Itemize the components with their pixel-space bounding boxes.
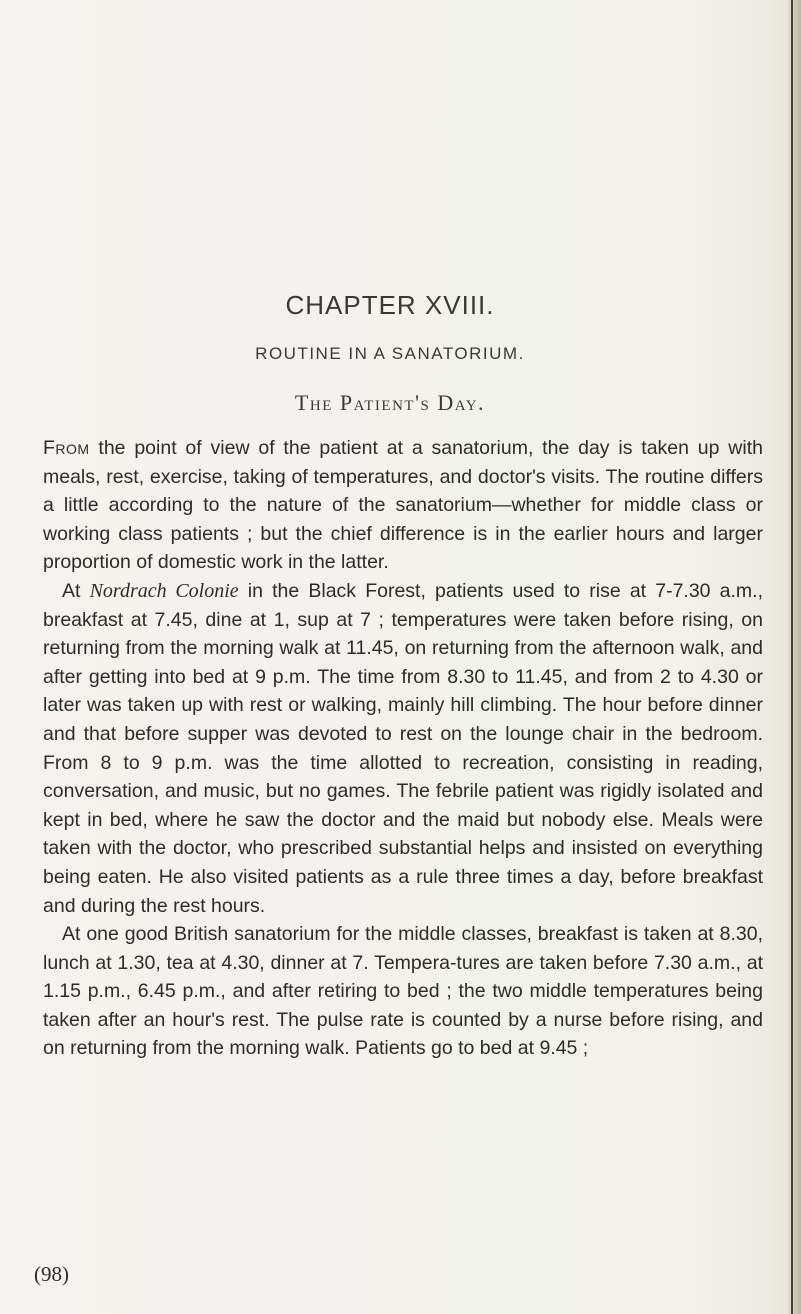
paragraph-2: [43, 577, 763, 920]
paragraph-2-prefix: At: [62, 579, 90, 602]
paragraph-lead-word: From: [43, 437, 90, 459]
page-edge: [787, 0, 801, 1314]
paragraph-3-text: At one good British sanatorium for the middle classes, breakfast is taken at 8.30, lunch at 1.30, tea at 4.30, dinner at 7. Tempera-tures are taken before 7.30 a.m., at 1.15 p.m., 6.45 p.m., and after retiring to bed ; the two middle temperatures being taken after an hour's rest. The pulse rate is counted by a nurse before rising, and on returning from the morning walk. Patients go to bed at 9.45 ;: [43, 923, 763, 1060]
page-number: (98): [34, 1262, 69, 1286]
subsection-title: The Patient's Day.: [294, 390, 486, 415]
paragraph-1: [43, 434, 763, 577]
section-title: ROUTINE IN A SANATORIUM.: [255, 344, 525, 363]
chapter-title: CHAPTER XVIII.: [285, 290, 495, 320]
italic-place-name: Nordrach Colonie: [89, 579, 239, 602]
paragraph-3: [43, 920, 763, 1063]
body-text: [43, 434, 763, 1063]
paragraph-1-text: the point of view of the patient at a sanatorium, the day is taken up with meals, rest, exercise, taking of temperatures, and doctor's visits. The routine differs a little according to the nature of the sanatorium—whether for middle class or working class patients ; but the chief difference is in the earlier hours and larger proportion of domestic work in the latter.: [43, 437, 763, 574]
paragraph-2-text: in the Black Forest, patients used to rise at 7-7.30 a.m., breakfast at 7.45, dine at 1, sup at 7 ; temperatures were taken before rising, on returning from the morning walk at 11.45, on returning from the afternoon walk, and after getting into bed at 9 p.m. The time from 8.30 to 11.45, and from 2 to 4.30 or later was taken up with rest or walking, mainly hill climbing. The hour before dinner and that before supper was devoted to rest on the lounge chair in the bedroom. From 8 to 9 p.m. was the time allotted to recreation, consisting in reading, conversation, and music, but no games. The febrile patient was rigidly isolated and kept in bed, where he saw the doctor and the maid but nobody else. Meals were taken with the doctor, who prescribed substantial helps and insisted on everything being eaten. He also visited patients as a rule three times a day, before breakfast and during the rest hours.: [43, 579, 764, 917]
